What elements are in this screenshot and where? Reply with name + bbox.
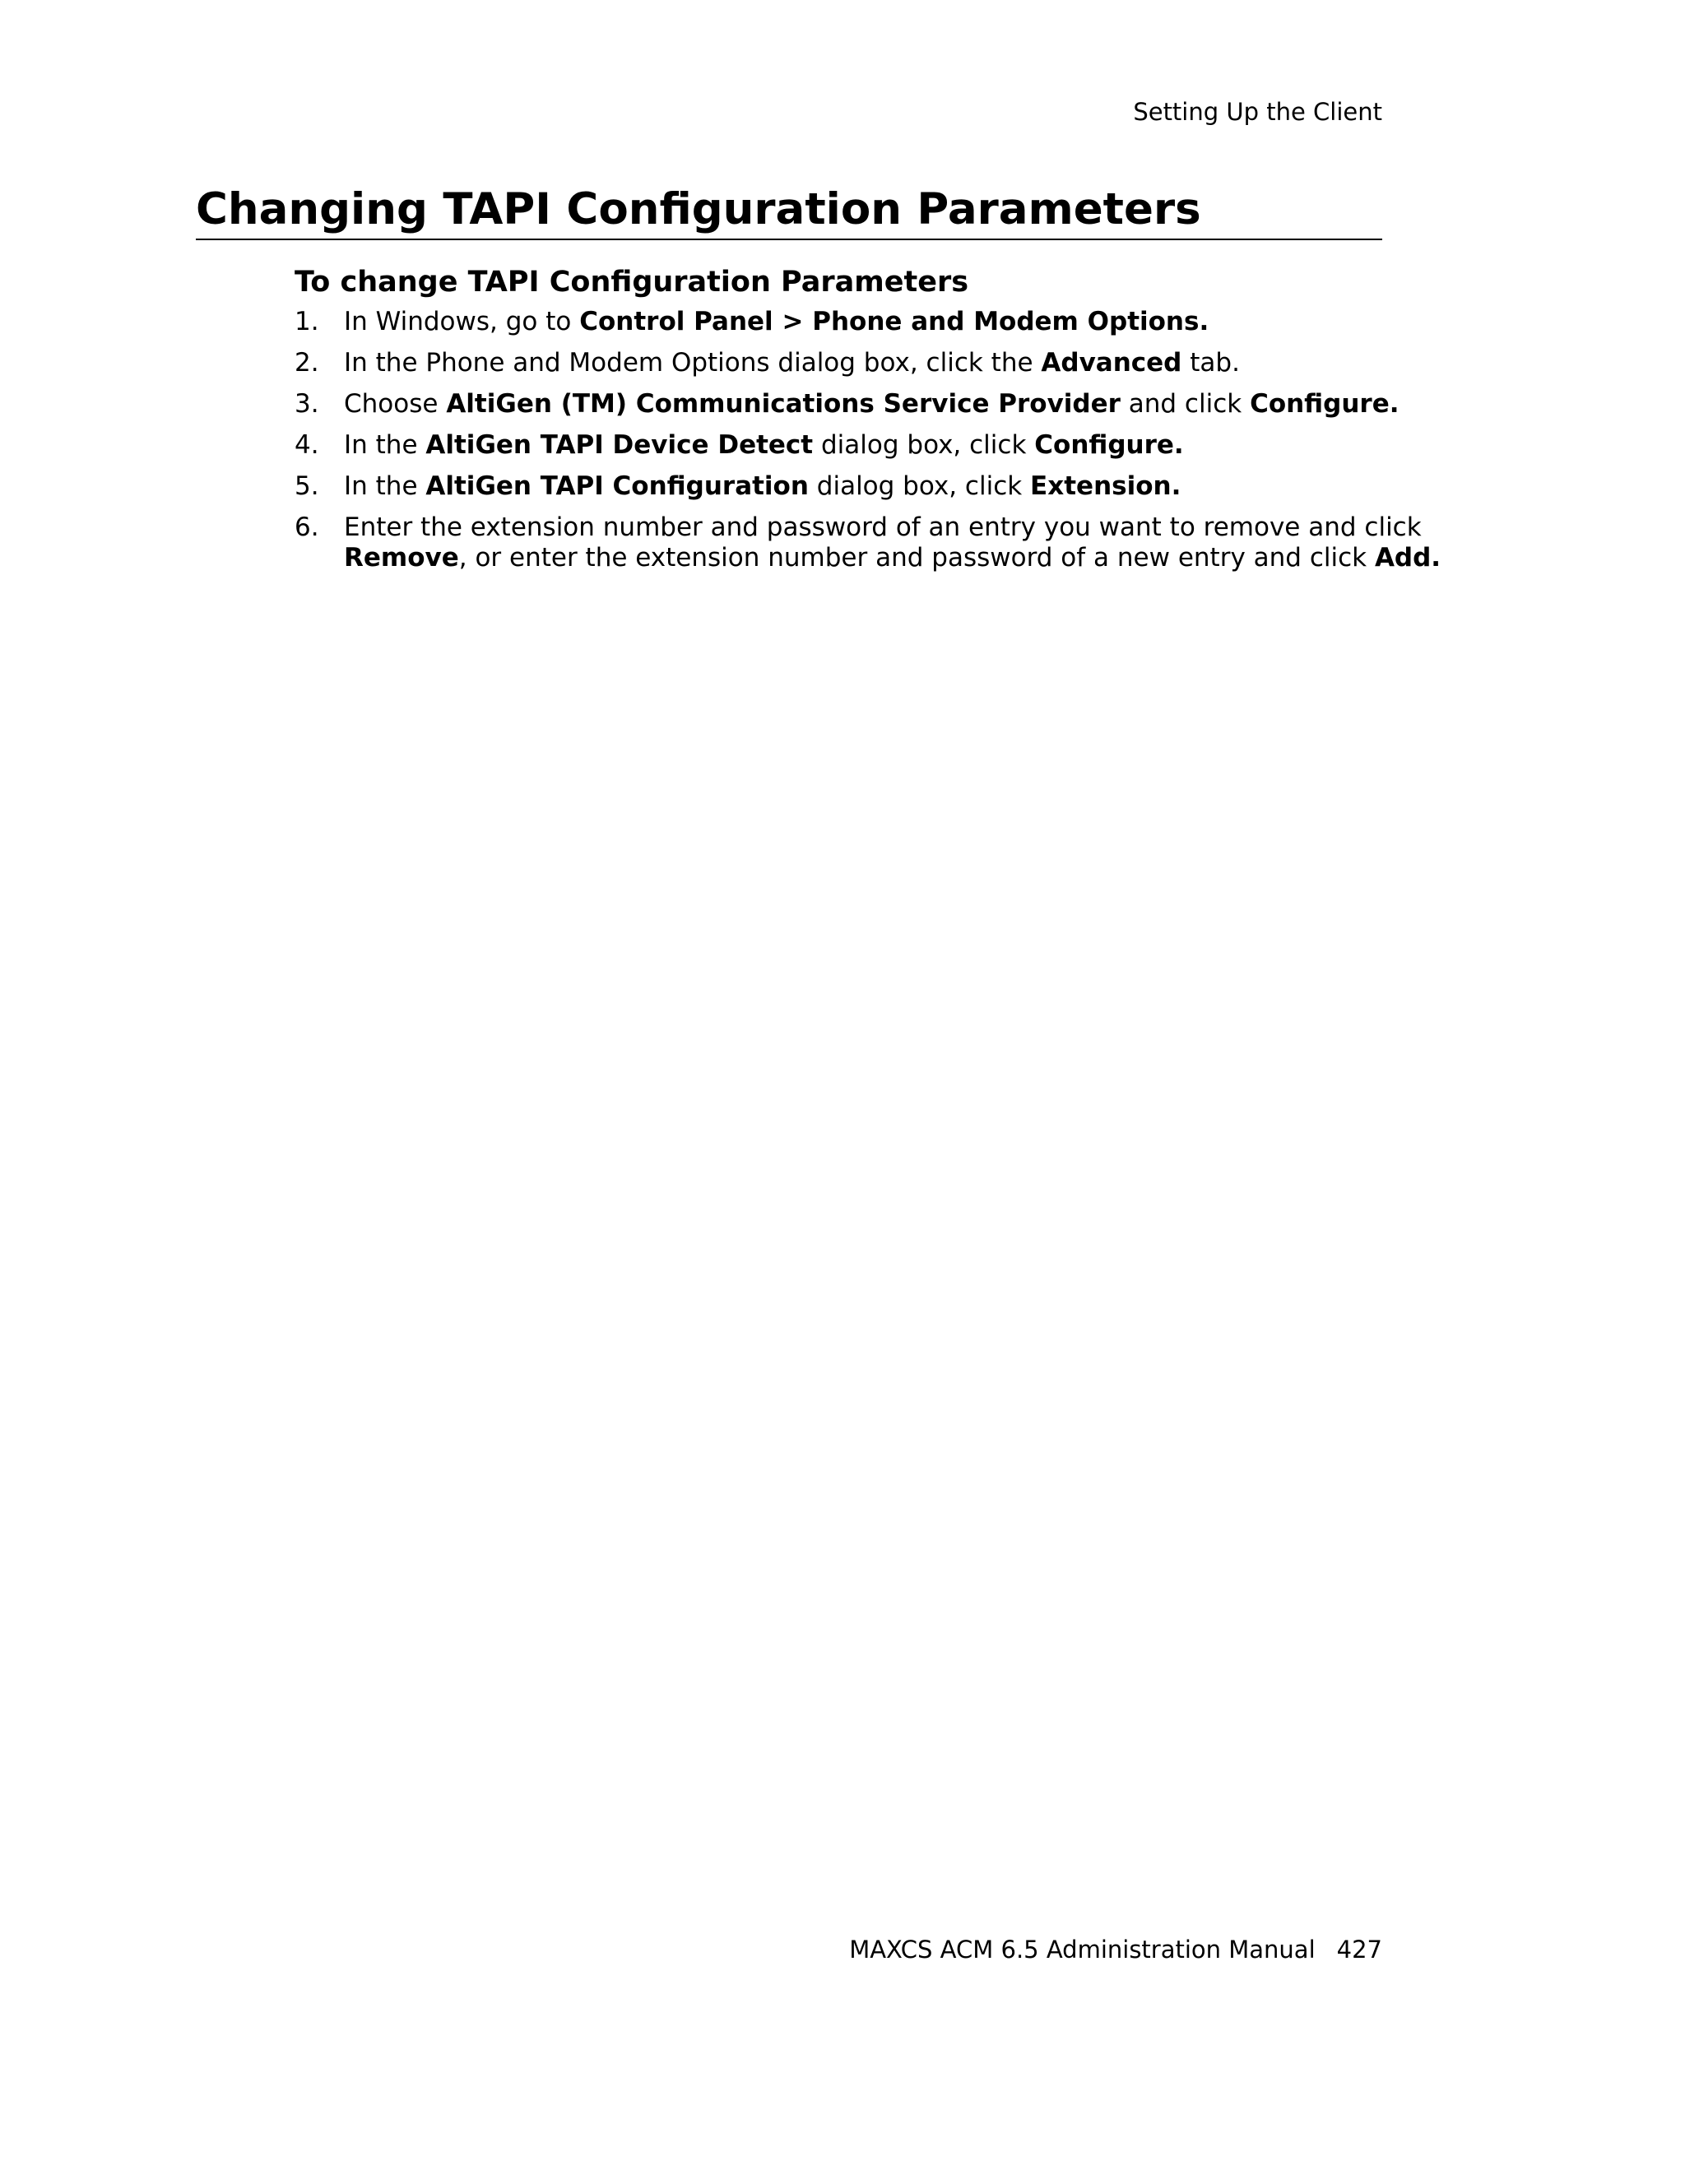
step-text-run: In Windows, go to xyxy=(344,307,580,336)
page-number: 427 xyxy=(1336,1936,1382,1964)
step-text-run: Enter the extension number and password of an entry you want to remove and click xyxy=(344,512,1422,542)
step-text-run: In the Phone and Modem Options dialog box, click the xyxy=(344,348,1042,378)
step-number: 1. xyxy=(295,307,319,336)
step-number: 6. xyxy=(295,512,319,542)
step-text xyxy=(344,389,1400,419)
procedure-step xyxy=(295,471,1389,502)
step-emphasis: Control Panel > Phone and Modem Options. xyxy=(579,307,1209,336)
step-number: 3. xyxy=(295,389,319,419)
step-emphasis: Add. xyxy=(1374,543,1441,573)
step-text-run: dialog box, click xyxy=(813,430,1035,460)
step-emphasis: AltiGen TAPI Device Detect xyxy=(425,430,814,460)
title-divider xyxy=(196,239,1382,240)
procedure-step xyxy=(295,307,1389,337)
procedure-step xyxy=(295,512,1441,573)
step-text xyxy=(344,512,1441,573)
procedure-step xyxy=(295,389,1400,420)
step-text-run: Choose xyxy=(344,389,447,419)
procedure-step xyxy=(295,348,1389,378)
procedure-step xyxy=(295,430,1389,461)
footer-manual-title: MAXCS ACM 6.5 Administration Manual xyxy=(849,1936,1316,1964)
step-emphasis: Advanced xyxy=(1041,348,1182,378)
procedure-steps-list xyxy=(295,307,1441,584)
step-text xyxy=(344,307,1209,336)
step-text xyxy=(344,471,1181,501)
step-number: 2. xyxy=(295,348,319,378)
step-text-run: tab. xyxy=(1181,348,1240,378)
step-text-run: and click xyxy=(1120,389,1251,419)
step-text-run: In the xyxy=(344,430,426,460)
step-emphasis: Remove xyxy=(344,543,459,573)
step-emphasis: Configure. xyxy=(1250,389,1400,419)
step-text xyxy=(344,348,1240,378)
page-footer xyxy=(849,1935,1382,1964)
step-number: 5. xyxy=(295,471,319,501)
step-text-run: In the xyxy=(344,471,426,501)
step-emphasis: Extension. xyxy=(1030,471,1181,501)
procedure-heading: To change TAPI Configuration Parameters xyxy=(295,266,969,299)
page-title: Changing TAPI Configuration Parameters xyxy=(196,184,1201,234)
step-number: 4. xyxy=(295,430,319,460)
running-header: Setting Up the Client xyxy=(1133,98,1382,126)
step-emphasis: AltiGen (TM) Communications Service Provider xyxy=(446,389,1121,419)
step-text-run: , or enter the extension number and password of a new entry and click xyxy=(458,543,1375,573)
step-emphasis: AltiGen TAPI Configuration xyxy=(425,471,809,501)
step-text-run: dialog box, click xyxy=(808,471,1031,501)
step-text xyxy=(344,430,1184,460)
step-emphasis: Configure. xyxy=(1034,430,1184,460)
